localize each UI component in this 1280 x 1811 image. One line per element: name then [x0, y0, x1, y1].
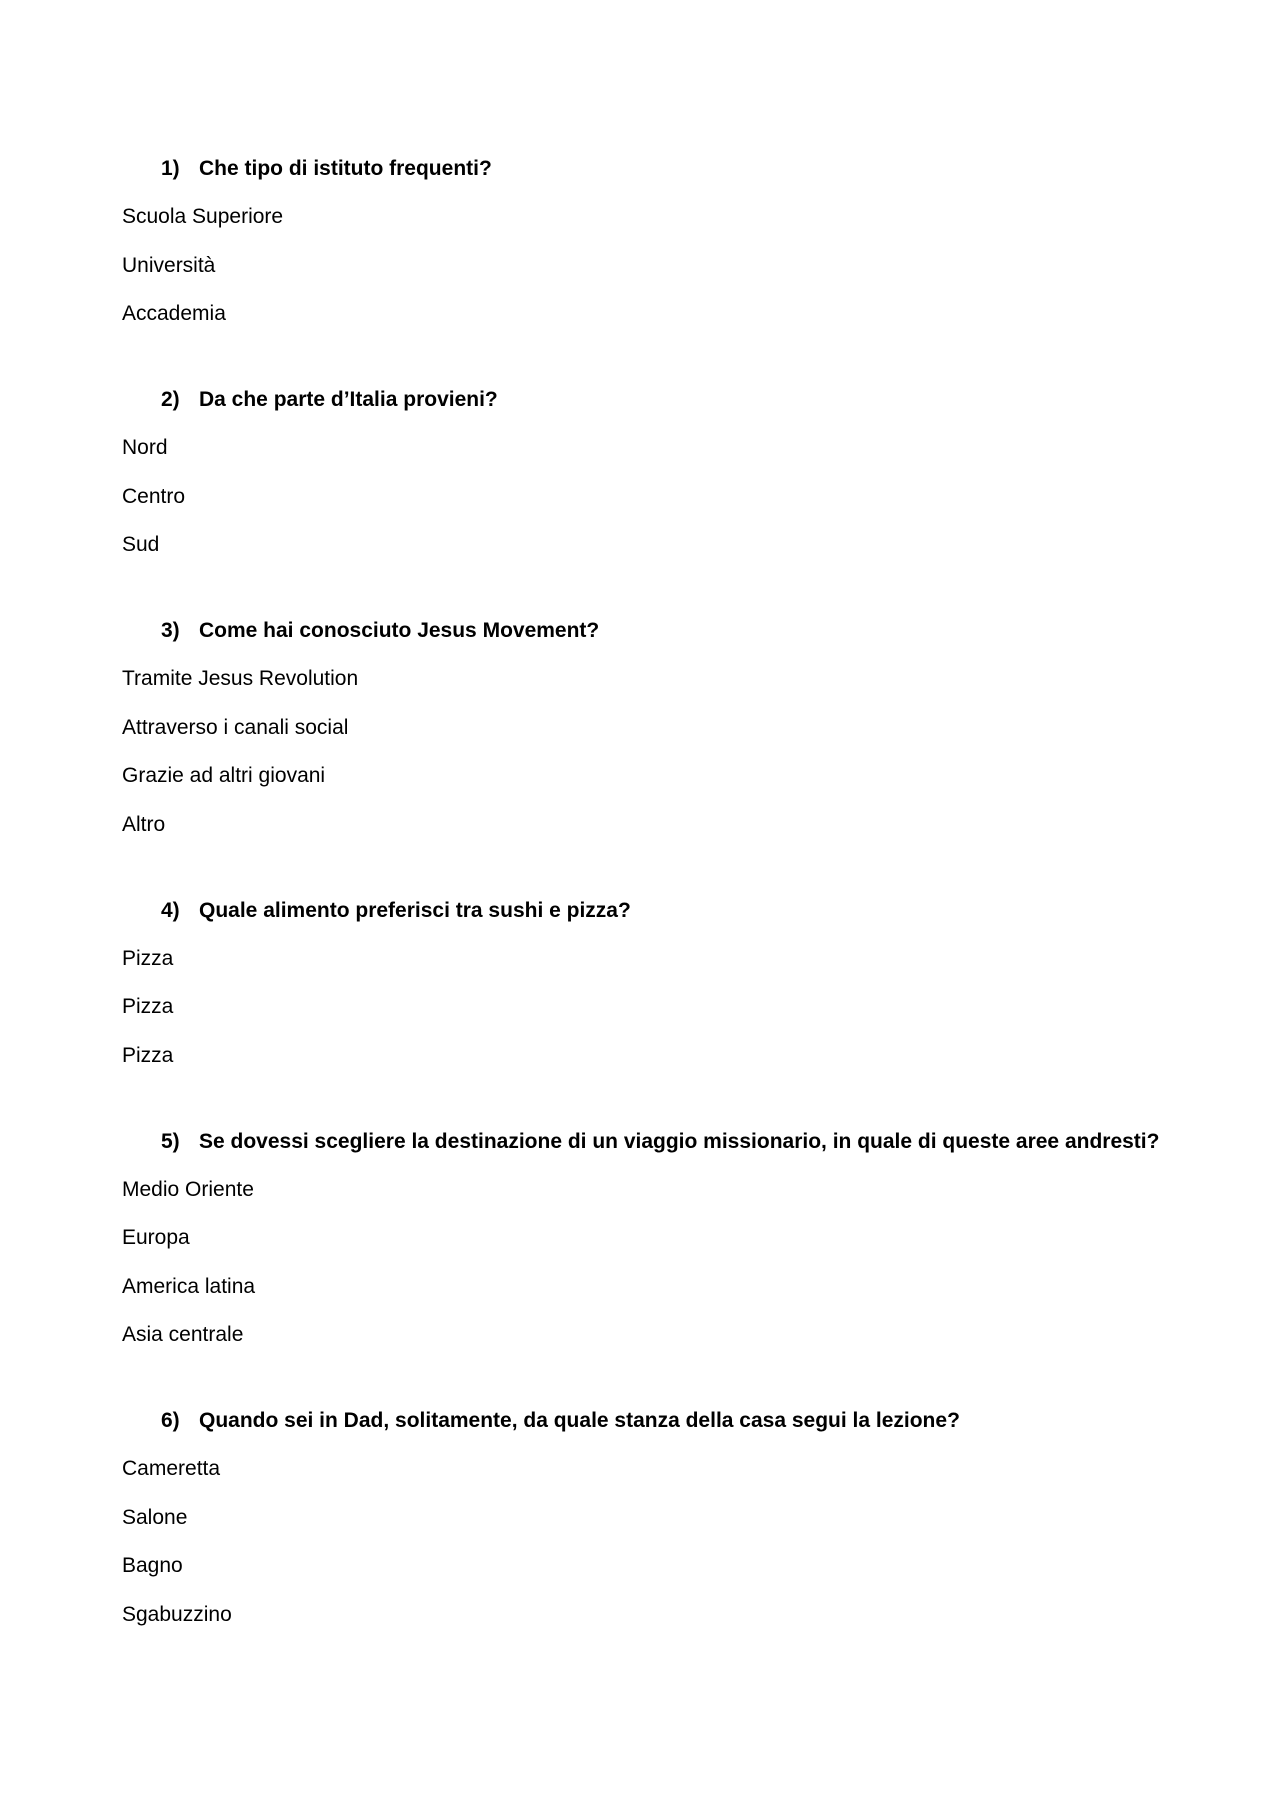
answer-option: Accademia — [122, 302, 226, 325]
answer-option: Attraverso i canali social — [122, 715, 349, 739]
answer-option: Nord — [122, 436, 168, 459]
answer-option: Medio Oriente — [122, 1177, 254, 1201]
question-number: 2) — [161, 388, 180, 411]
question-text: Da che parte d’Italia provieni? — [199, 388, 498, 411]
answer-option: Pizza — [122, 1043, 174, 1067]
answer-option: Tramite Jesus Revolution — [122, 667, 359, 690]
question-block-6 — [122, 1402, 1162, 1634]
question-block-1 — [122, 150, 1162, 333]
answer-option: Salone — [122, 1505, 188, 1529]
answer-option: Asia centrale — [122, 1323, 244, 1346]
question-block-4 — [122, 892, 1162, 1075]
questionnaire — [122, 150, 1162, 1682]
question-heading — [122, 150, 1162, 188]
answer-option: Altro — [122, 812, 166, 836]
question-number: 6) — [161, 1409, 180, 1432]
question-number: 1) — [161, 157, 180, 180]
question-block-5 — [122, 1123, 1162, 1355]
question-number: 5) — [161, 1129, 180, 1153]
answer-option: Pizza — [122, 995, 174, 1018]
question-text: Che tipo di istituto frequenti? — [199, 157, 492, 180]
question-heading — [122, 381, 1162, 419]
question-text: Se dovessi scegliere la destinazione di un viaggio missionario, in quale di queste aree andresti? — [199, 1129, 1160, 1153]
answer-option: Università — [122, 253, 216, 277]
question-block-2 — [122, 381, 1162, 564]
answer-option: Sgabuzzino — [122, 1602, 232, 1626]
question-heading — [122, 612, 1162, 650]
question-heading — [122, 892, 1162, 930]
question-number: 3) — [161, 619, 180, 642]
answer-option: Bagno — [122, 1554, 183, 1577]
question-heading — [122, 1123, 1162, 1161]
answer-option: America latina — [122, 1274, 256, 1298]
answer-option: Centro — [122, 484, 186, 508]
question-block-3 — [122, 612, 1162, 844]
question-number: 4) — [161, 898, 180, 922]
question-text: Quando sei in Dad, solitamente, da quale stanza della casa segui la lezione? — [199, 1409, 960, 1432]
question-heading — [122, 1402, 1162, 1440]
answer-option: Grazie ad altri giovani — [122, 764, 326, 787]
answer-option: Scuola Superiore — [122, 205, 284, 228]
answer-option: Europa — [122, 1226, 190, 1249]
question-text: Come hai conosciuto Jesus Movement? — [199, 619, 600, 642]
answer-option: Cameretta — [122, 1457, 221, 1480]
question-text: Quale alimento preferisci tra sushi e pizza? — [199, 898, 631, 922]
answer-option: Pizza — [122, 946, 174, 970]
answer-option: Sud — [122, 533, 160, 556]
